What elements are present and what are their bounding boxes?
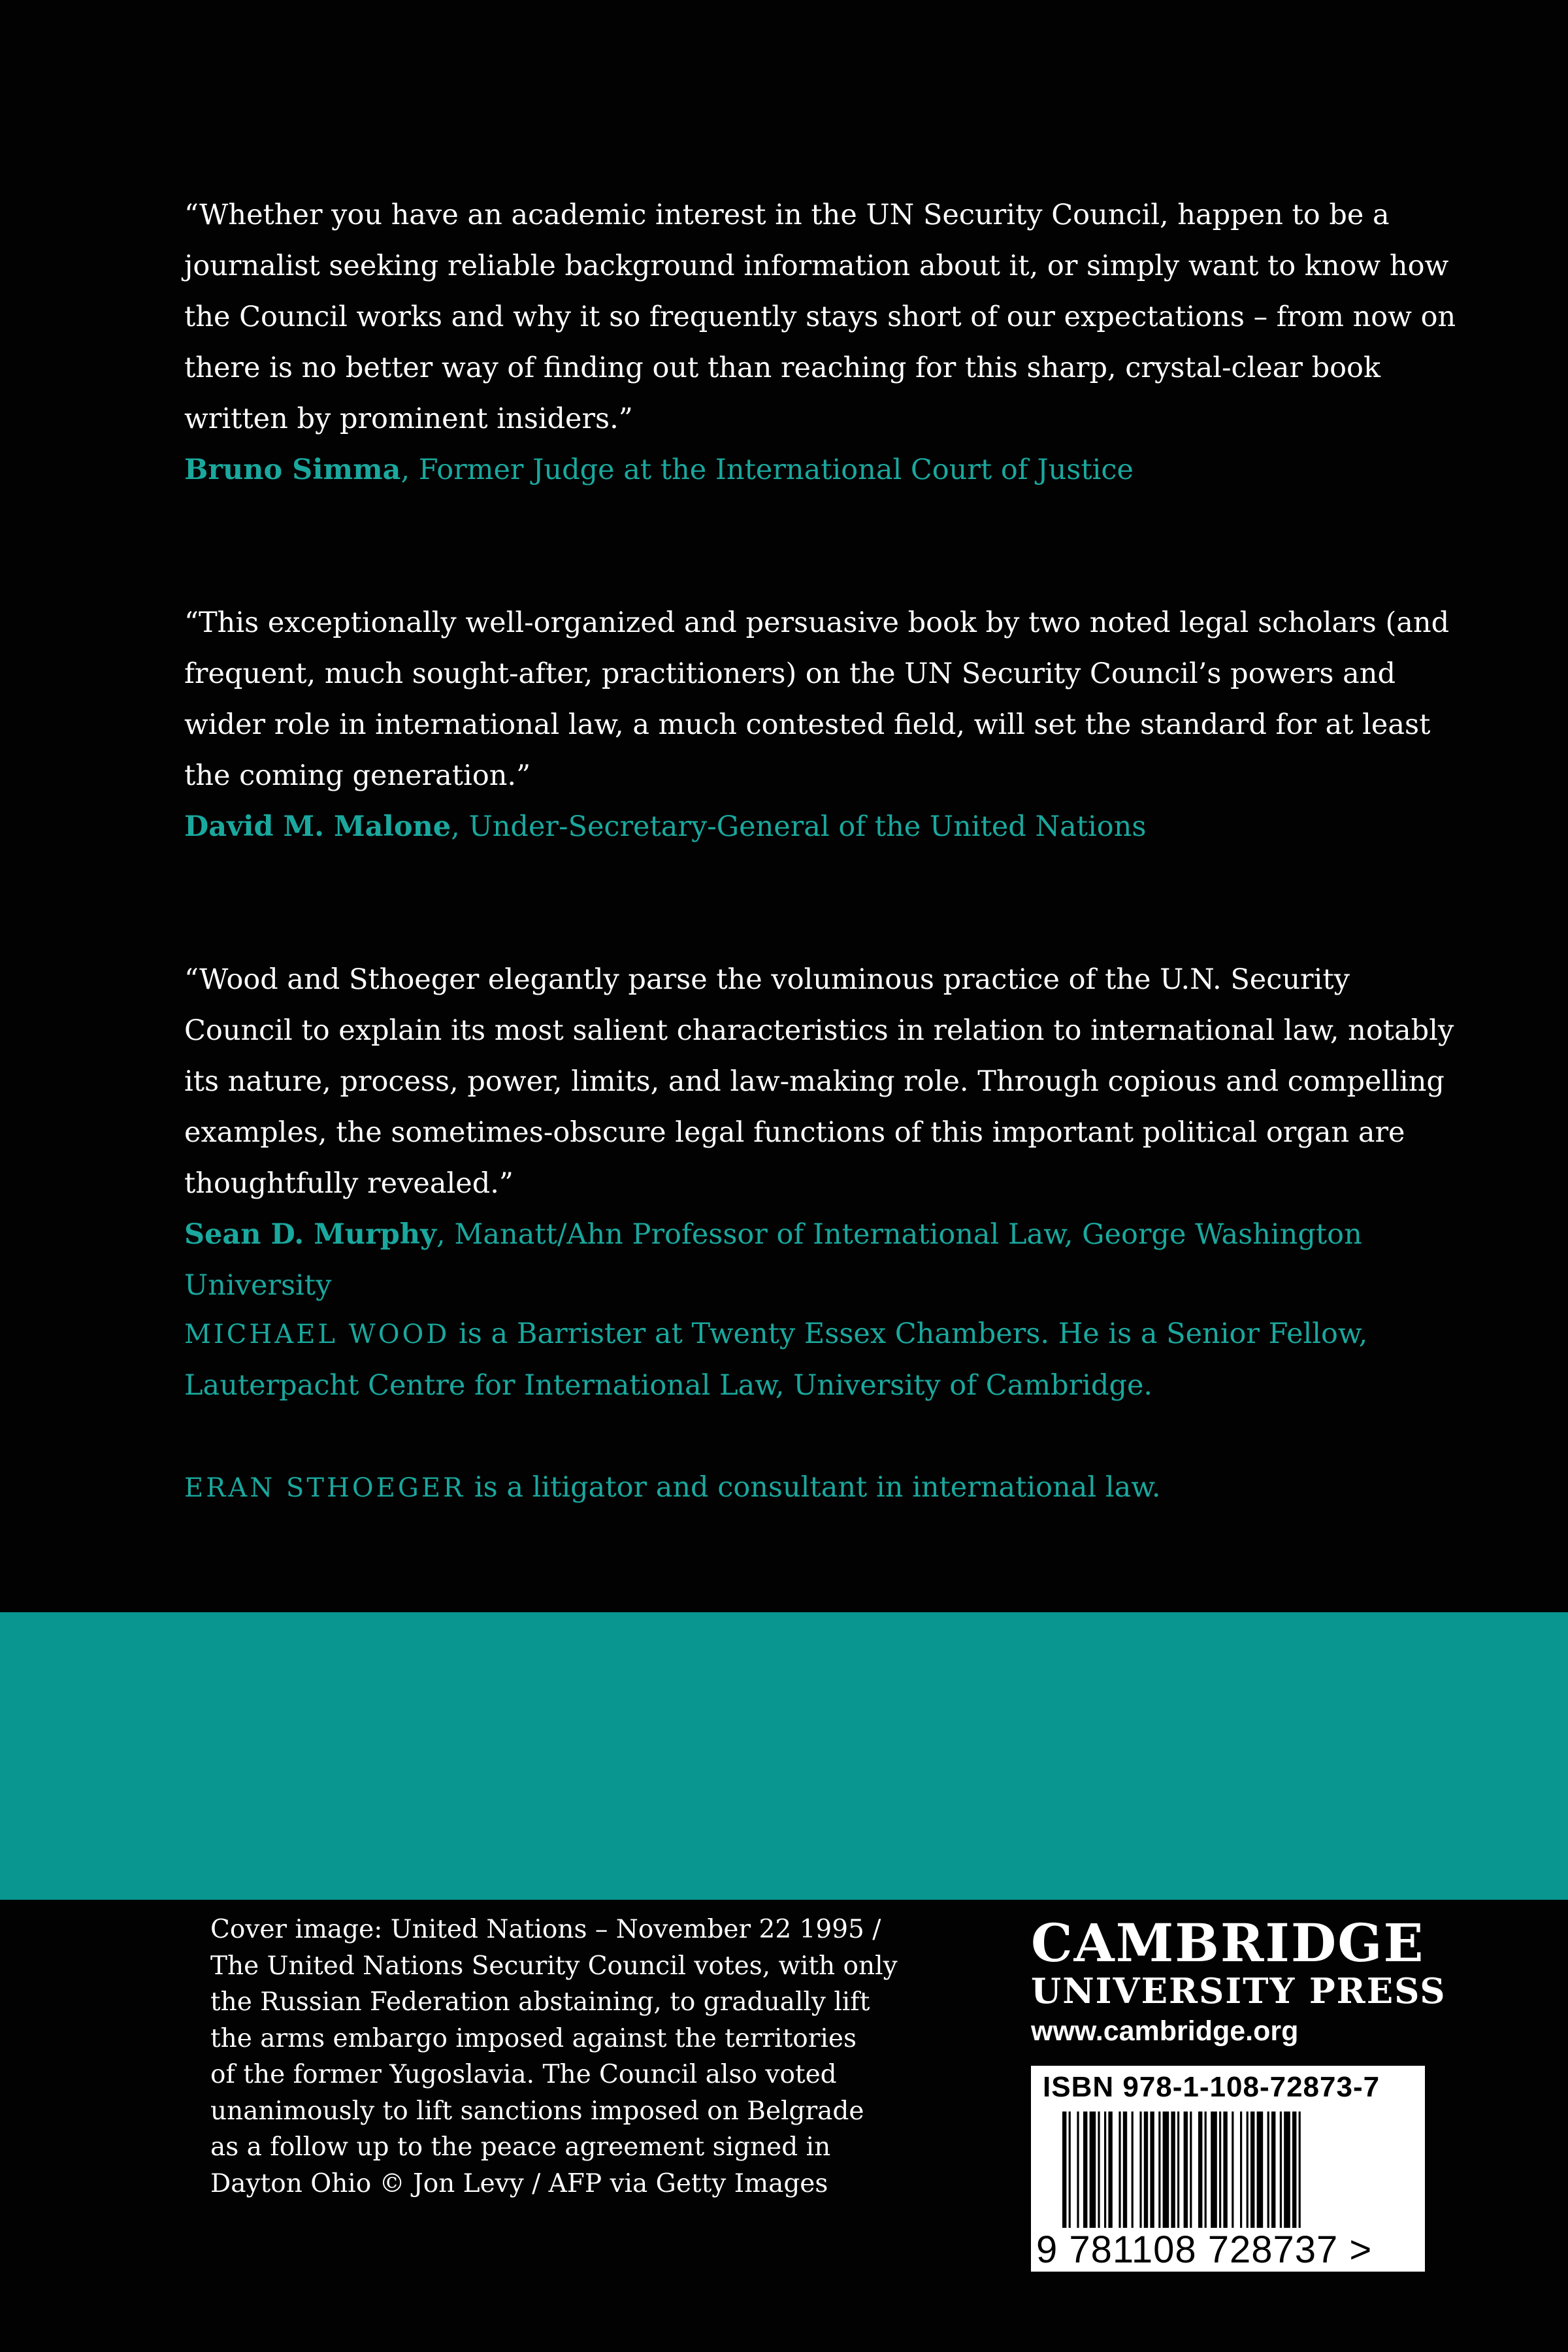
barcode-bar <box>1299 2112 1301 2228</box>
barcode-bar <box>1150 2112 1154 2228</box>
barcode-bar <box>1219 2112 1221 2228</box>
endorsement-text: “This exceptionally well-organized and persuasive book by two noted legal scholars (and frequent, much sought-after, practitioners) on the UN Security Council’s powers and wider role in international law, a much contested field, will set the standard for at least the coming generation.” <box>184 606 1450 792</box>
barcode-bar <box>1280 2112 1282 2228</box>
barcode-bar <box>1240 2112 1242 2228</box>
publisher-subtitle: UNIVERSITY PRESS <box>1031 1971 1446 2012</box>
endorsement-text: “Wood and Sthoeger elegantly parse the voluminous practice of the U.N. Security Council to explain its most salient characteristics in relation to international law, notably its nature, process, power, limits, and law-making role. Through copious and compelling examples, the sometimes-obscure legal functions of this important political organ are thoughtfully revealed.” <box>184 963 1454 1200</box>
isbn-barcode <box>1031 2066 1425 2272</box>
author-name: ERAN STHOEGER <box>184 1473 466 1503</box>
cover-image-caption <box>210 1912 903 2202</box>
barcode-bar <box>1108 2112 1112 2228</box>
author-bios <box>184 1308 1465 1514</box>
caption-line: of the former Yugoslavia. The Council also voted <box>210 2060 837 2089</box>
barcode-bar <box>1069 2112 1071 2228</box>
caption-line: the arms embargo imposed against the territories <box>210 2023 857 2053</box>
endorser-role: , Manatt/Ahn Professor of International Law, George Washington University <box>184 1218 1362 1302</box>
barcode-bar <box>1083 2112 1087 2228</box>
barcode-bar <box>1205 2112 1207 2228</box>
barcode-bar <box>1132 2112 1134 2228</box>
barcode-bar <box>1257 2112 1264 2228</box>
author-bio-text: is a litigator and consultant in international law. <box>465 1471 1161 1504</box>
endorser-role: , Former Judge at the International Court of Justice <box>400 454 1134 486</box>
barcode-bar <box>1123 2112 1127 2228</box>
isbn-label: ISBN 978-1-108-72873-7 <box>1043 2071 1380 2103</box>
barcode-bar <box>1223 2112 1227 2228</box>
publisher-logo <box>1031 1912 1446 2051</box>
author-bio-2 <box>184 1462 1465 1514</box>
barcode-digits: 9 781108 728737 > <box>1036 2228 1373 2271</box>
endorsements <box>184 190 1465 1311</box>
barcode-bar <box>1292 2112 1296 2228</box>
endorsement-2 <box>184 597 1465 852</box>
author-bio-1 <box>184 1308 1465 1411</box>
publisher-name: CAMBRIDGE <box>1031 1912 1425 1974</box>
caption-line: unanimously to lift sanctions imposed on Belgrade <box>210 2096 864 2126</box>
barcode-bar <box>1247 2112 1249 2228</box>
barcode-bar <box>1171 2112 1175 2228</box>
barcode-bar <box>1144 2112 1148 2228</box>
barcode-bar <box>1198 2112 1202 2228</box>
author-name: MICHAEL WOOD <box>184 1319 450 1350</box>
publisher-url: www.cambridge.org <box>1031 2015 1299 2047</box>
caption-line: the Russian Federation abstaining, to gradually lift <box>210 1987 870 2017</box>
barcode-bar <box>1158 2112 1160 2228</box>
caption-line: as a follow up to the peace agreement signed in <box>210 2132 831 2162</box>
caption-line: Cover image: United Nations – November 22 1995 / <box>210 1915 881 1944</box>
barcode-bar <box>1211 2112 1217 2228</box>
author-bio-text: is a Barrister at Twenty Essex Chambers. He is a Senior Fellow, Lauterpacht Centre for International Law, University of Cambridge. <box>184 1317 1368 1402</box>
barcode-bar <box>1062 2112 1066 2228</box>
barcode-bar <box>1284 2112 1290 2228</box>
barcode-bars <box>1062 2112 1402 2228</box>
teal-color-band <box>0 1612 1568 1900</box>
barcode-bar <box>1104 2112 1106 2228</box>
caption-line: Dayton Ohio © Jon Levy / AFP via Getty Images <box>210 2168 828 2198</box>
barcode-bar <box>1271 2112 1275 2228</box>
barcode-bar <box>1250 2112 1254 2228</box>
barcode-bar <box>1184 2112 1188 2228</box>
barcode-bar <box>1177 2112 1179 2228</box>
barcode-bar <box>1098 2112 1100 2228</box>
caption-line: The United Nations Security Council votes, with only <box>210 1951 898 1981</box>
barcode-bar <box>1267 2112 1269 2228</box>
endorsement-text: “Whether you have an academic interest in the UN Security Council, happen to be a journalist seeking reliable background information about it, or simply want to know how the Council works and why it so frequently stays short of our expectations – from now on there is no better way of finding out than reaching for this sharp, crystal-clear book written by prominent insiders.” <box>184 199 1456 435</box>
endorser-role: , Under-Secretary-General of the United Nations <box>451 810 1147 843</box>
barcode-bar <box>1077 2112 1079 2228</box>
endorsement-1 <box>184 190 1465 495</box>
barcode-bar <box>1232 2112 1233 2228</box>
endorser-name: Bruno Simma <box>184 454 401 486</box>
endorsement-3 <box>184 954 1465 1311</box>
barcode-bar <box>1139 2112 1141 2228</box>
barcode-bar <box>1090 2112 1096 2228</box>
endorser-name: David M. Malone <box>184 810 451 843</box>
barcode-bar <box>1163 2112 1169 2228</box>
endorser-name: Sean D. Murphy <box>184 1218 437 1251</box>
barcode-bar <box>1119 2112 1120 2228</box>
barcode-bar <box>1190 2112 1192 2228</box>
